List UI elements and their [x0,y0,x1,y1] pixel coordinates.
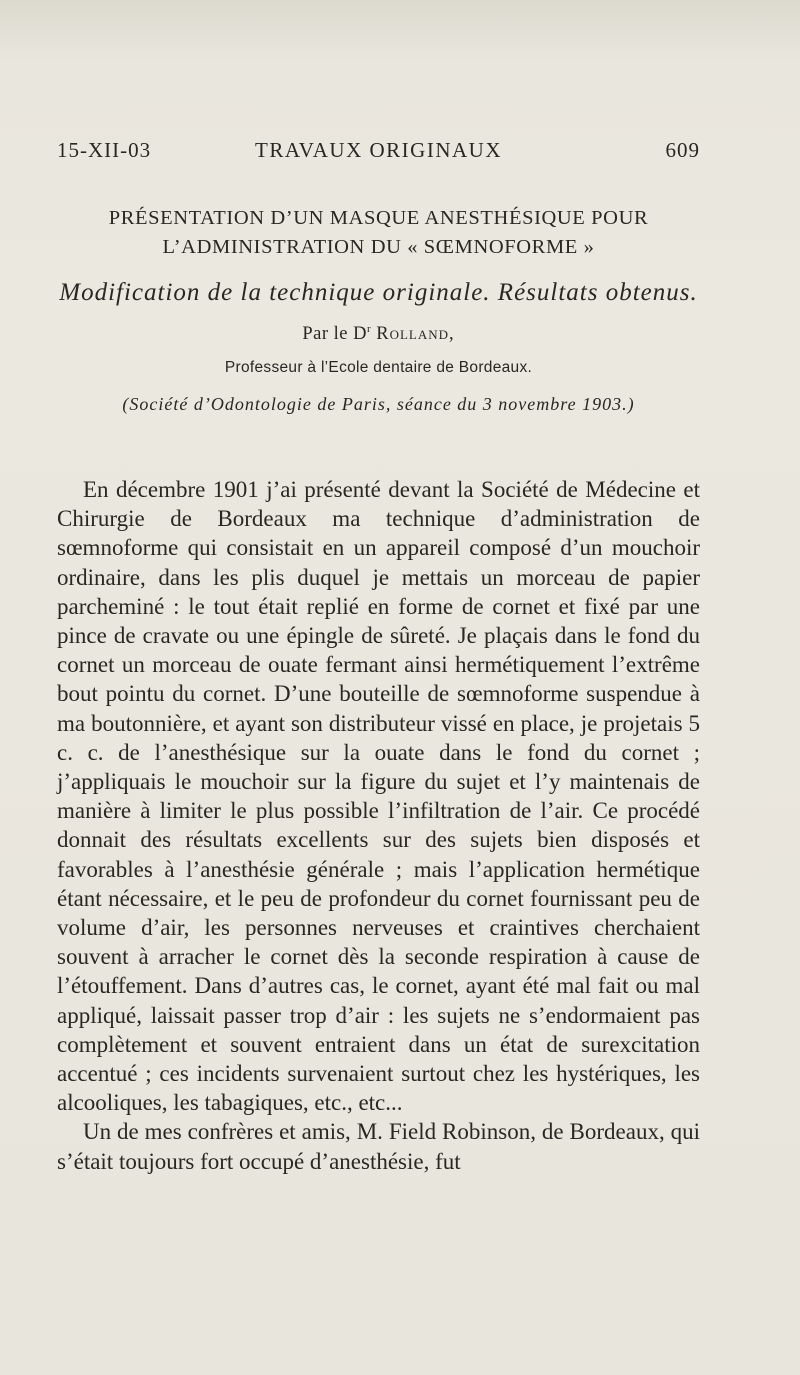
author-name: Rolland, [376,324,455,345]
session-note: (Société d’Odontologie de Paris, séance du 3 novembre 1903.) [122,394,635,415]
article-body [57,475,700,1176]
header-section: TRAVAUX ORIGINAUX [255,138,502,162]
byline-prefix: Par le D [302,324,367,345]
article-heading [57,204,700,415]
article-subtitle: Modification de la technique originale. Résultats obtenus. [59,279,698,306]
author-byline [57,323,700,345]
paragraph-2: Un de mes confrères et amis, M. Field Robinson, de Bordeaux, qui s’était toujours fort occupé d’anesthésie, fut [57,1119,700,1174]
article-title-line-1: PRÉSENTATION D’UN MASQUE ANESTHÉSIQUE POUR [108,207,649,229]
author-affiliation: Professeur à l’Ecole dentaire de Bordeaux. [224,359,533,377]
paragraph-1: En décembre 1901 j’ai présenté devant la Société de Médecine et Chirurgie de Bordeaux ma technique d’administration de sœmnoforme qui consistait en un appareil composé d’un mouchoir ordinaire, dans les plis duquel je mettais un morceau de papier parcheminé : le tout était replié en forme de cornet et fixé par une pince de cravate ou une épingle de sûreté. Je plaçais dans le fond du cornet un morceau de ouate fermant ainsi hermétiquement l’extrême bout pointu du cornet. D’une bouteille de sœmnoforme suspendue à ma boutonnière, et ayant son distributeur vissé en place, je projetais 5 c. c. de l’anesthésique sur la ouate dans le fond du cornet ; j’appliquais le mouchoir sur la figure du sujet et l’y maintenais de manière à limiter le plus possible l’infiltration de l’air. Ce procédé donnait des résultats excellents sur des sujets bien disposés et favorables à l’anesthésie générale ; mais l’application hermétique étant nécessaire, et le peu de profondeur du cornet fournissant peu de volume d’air, les personnes nerveuses et craintives cherchaient souvent à arracher le cornet dès la seconde respiration à cause de l’étouffement. Dans d’autres cas, le cornet, ayant été mal fait ou mal appliqué, laissait passer trop d’air : les sujets ne s’endormaient pas complètement et souvent entraient dans un état de surexcitation accentué ; ces incidents survenaient surtout chez les hystériques, les alcooliques, les tabagiques, etc., etc... [57,477,700,1116]
header-date: 15-XII-03 [57,138,152,162]
byline-superscript: r [366,323,372,335]
running-header [57,138,700,170]
article-title-line-2: L’ADMINISTRATION DU « SŒMNOFORME » [162,236,595,258]
page-number: 609 [665,138,700,162]
